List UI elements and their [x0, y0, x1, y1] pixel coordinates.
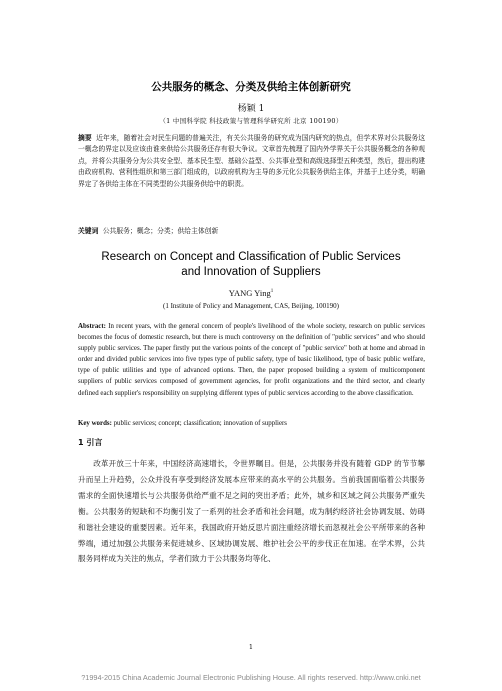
chinese-abstract-label: 摘要 [78, 134, 92, 142]
chinese-affiliation: （1 中国科学院 科技政策与管理科学研究所 北京 100190） [159, 117, 343, 125]
english-abstract-label: Abstract: [78, 323, 106, 330]
english-affiliation: (1 Institute of Policy and Management, CAS, Beijing, 100190) [163, 302, 339, 310]
english-keywords-text: public services; concept; classification; innovation of suppliers [113, 420, 287, 427]
section-heading: 1 引言 [78, 438, 103, 447]
chinese-keywords-text: 公共服务；概念；分类；供给主体创新 [102, 227, 219, 235]
body-paragraph: 改革开放三十年来，中国经济高速增长，令世界瞩目。但是，公共服务并没有随着 GDP 的节节攀升而呈上升趋势，公众并没有享受到经济发展本应带来的高水平的公共服务。当前我国面临着公共服务需求的全面快速增长与公共服务供给严重不足之间的突出矛盾；此外，城乡和区域之间公共服务严重失衡。公共服务的短缺和不均衡引发了一系列的社会矛盾和社会问题，成为制约经济社会协调发展、妨碍和谐社会建设的重要因素。近年来，我国政府开始反思片面注重经济增长而忽视社会公平所带来的各种弊端，通过加强公共服务来促进城乡、区域协调发展、维护社会公平的步伐正在加速。在学术界，公共服务同样成为关注的焦点，学者们致力于公共服务均等化、 [78, 459, 425, 564]
copyright-footer: ?1994-2015 China Academic Journal Electronic Publishing House. All rights reserved. http://www.cnki.net [81, 673, 421, 682]
chinese-keywords [78, 225, 425, 235]
chinese-keywords-label: 关键词 [78, 227, 99, 235]
english-keywords-label: Key words: [78, 420, 112, 427]
page-number: 1 [248, 643, 254, 651]
english-title [0, 250, 502, 279]
english-keywords [78, 420, 425, 427]
english-title-line-1: Research on Concept and Classification of Public Services [101, 251, 401, 263]
english-author-name: YANG Ying [228, 288, 271, 298]
english-author-sup: 1 [270, 289, 274, 295]
chinese-title: 公共服务的概念、分类及供给主体创新研究 [151, 81, 351, 93]
english-abstract [78, 321, 425, 399]
chinese-abstract-text: 近年来，随着社会对民生问题的普遍关注，有关公共服务的研究成为国内研究的热点，但学术界对公共服务这一概念的界定以及应该由谁来供给公共服务还存有很大争议。文章首先梳理了国内外学界关于公共服务概念的各种观点，并将公共服务分为公共安全型、基本民生型、基础公益型、公共事业型和高级选择型五种类型，然后，提出构建由政府机构、营利性组织和第三部门组成的，以政府机构为主导的多元化公共服务供给主体，并基于上述分类，明确界定了各供给主体在不同类型的公共服务供给中的职责。 [78, 134, 426, 188]
chinese-author: 杨颖 1 [237, 104, 265, 114]
english-author [0, 288, 502, 298]
english-title-line-2: and Innovation of Suppliers [181, 265, 321, 278]
english-abstract-text: In recent years, with the general concern of people's livelihood of the whole society, research on public services becomes the focus of domestic research, but there is much controversy on the definition of "public services" and who should supply public services. The paper firstly put the various points of the concept of "public service" both at home and abroad in order and divided public services into five types type of public safety, type of basic likelihood, type of basic public welfare, type of public utilities and type of advanced options. Then, the paper proposed building a system of multicomponent suppliers of public services composed of government agencies, for profit organizations and the third sector, and clearly defined each supplier's responsibility on supplying different types of public services according to the above classification. [78, 323, 425, 397]
body-text [78, 456, 425, 567]
chinese-abstract [78, 133, 425, 190]
